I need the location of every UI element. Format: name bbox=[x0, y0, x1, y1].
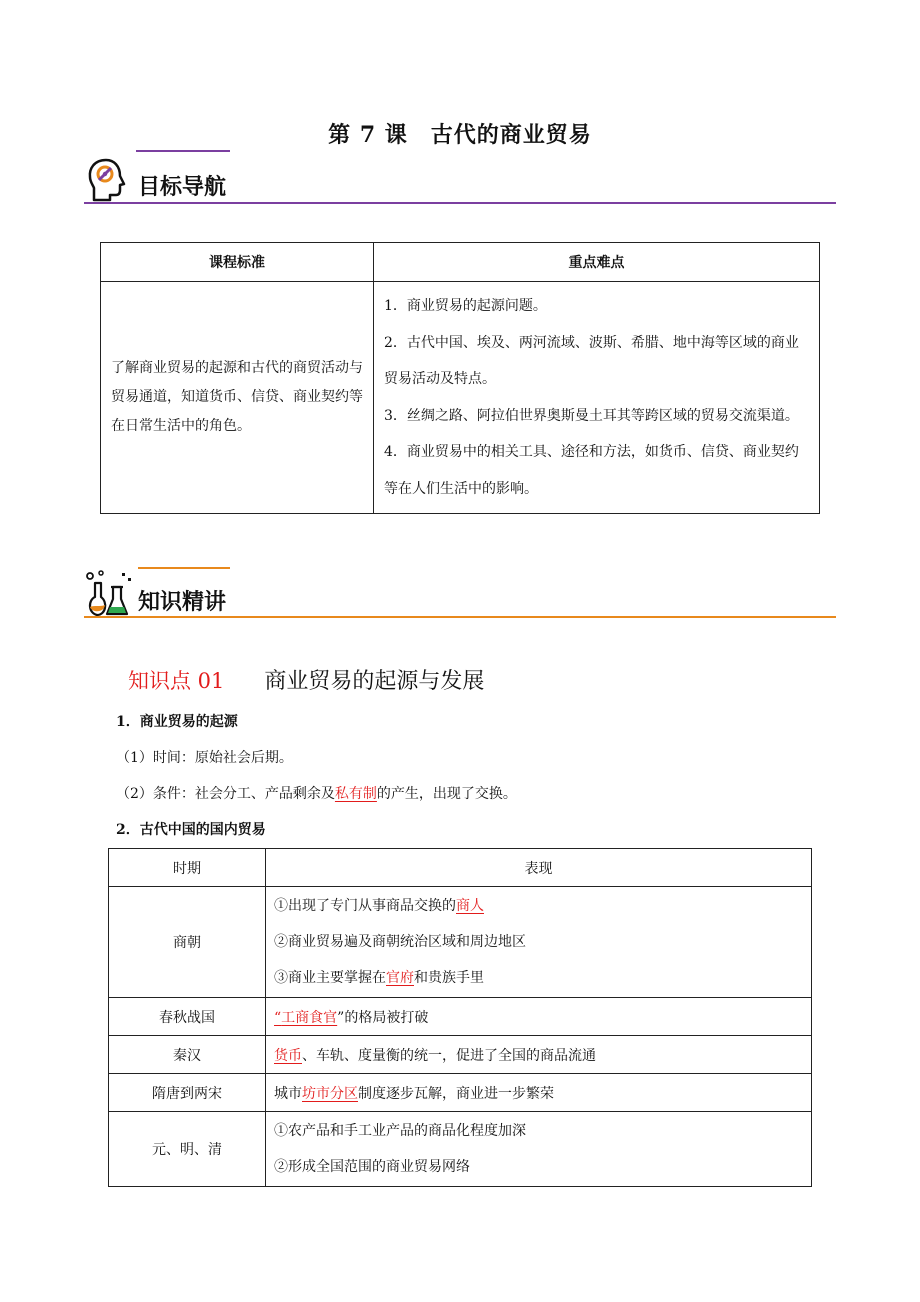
description-line: ②商业贸易遍及商朝统治区域和周边地区 bbox=[274, 934, 526, 950]
description-cell bbox=[266, 998, 812, 1036]
text-segment: 和贵族手里 bbox=[414, 970, 484, 986]
description-cell bbox=[266, 1112, 812, 1187]
table-row bbox=[109, 1112, 812, 1187]
quote-mark: “ bbox=[274, 1009, 282, 1026]
header-period: 时期 bbox=[109, 849, 266, 887]
text-segment: ”的格局被打破 bbox=[337, 1009, 429, 1026]
topic-heading: 2．古代中国的国内贸易 bbox=[116, 822, 266, 838]
description-line bbox=[274, 888, 803, 924]
keyword: 工商食官 bbox=[281, 1009, 338, 1026]
topic-line-condition bbox=[116, 784, 517, 804]
description-cell bbox=[266, 1074, 812, 1112]
period-cell: 秦汉 bbox=[109, 1036, 266, 1074]
text-segment: ①出现了专门从事商品交换的 bbox=[274, 898, 456, 914]
section-underline bbox=[84, 202, 836, 204]
section-header-goals bbox=[84, 150, 836, 210]
keyword: 坊市分区 bbox=[302, 1085, 358, 1102]
header-keypoints: 重点难点 bbox=[374, 243, 820, 282]
text-segment: 城市 bbox=[274, 1085, 302, 1102]
keypoint-item: 4．商业贸易中的相关工具、途径和方法，如货币、信贷、商业契约等在人们生活中的影响。 bbox=[384, 444, 799, 497]
table-row bbox=[101, 282, 820, 514]
page-title: 第 7 课 古代的商业贸易 bbox=[328, 122, 592, 148]
keyword: 货币 bbox=[274, 1047, 302, 1064]
standards-table bbox=[100, 242, 820, 514]
table-header-row bbox=[109, 849, 812, 887]
topic-heading: 1．商业贸易的起源 bbox=[116, 714, 238, 730]
keyword: 官府 bbox=[386, 970, 414, 986]
header-accent-line bbox=[138, 567, 230, 569]
description-line: ①农产品和手工业产品的商品化程度加深 bbox=[274, 1123, 526, 1139]
keypoint-item: 1．商业贸易的起源问题。 bbox=[384, 298, 547, 314]
section-label: 目标导航 bbox=[138, 175, 227, 200]
description-line: ②形成全国范围的商业贸易网络 bbox=[274, 1159, 470, 1175]
section-header-knowledge bbox=[84, 567, 836, 627]
header-description: 表现 bbox=[266, 849, 812, 887]
table-header-row bbox=[101, 243, 820, 282]
keypoint-item: 3．丝绸之路、阿拉伯世界奥斯曼土耳其等跨区域的贸易交流渠道。 bbox=[384, 407, 799, 424]
text-segment: 的产生，出现了交换。 bbox=[376, 786, 517, 802]
text-segment: ③商业主要掌握在 bbox=[274, 970, 386, 986]
period-cell: 元、明、清 bbox=[109, 1112, 266, 1187]
text-segment: 制度逐步瓦解，商业进一步繁荣 bbox=[358, 1085, 554, 1102]
period-cell: 春秋战国 bbox=[109, 998, 266, 1036]
table-row bbox=[109, 1036, 812, 1074]
knowledge-point-heading bbox=[128, 664, 484, 695]
section-underline bbox=[84, 616, 836, 618]
table-row bbox=[109, 1074, 812, 1112]
text-segment: 、车轨、度量衡的统一，促进了全国的商品流通 bbox=[302, 1047, 596, 1064]
period-cell: 隋唐到两宋 bbox=[109, 1074, 266, 1112]
keyword: 私有制 bbox=[334, 786, 377, 802]
head-brain-icon bbox=[86, 156, 128, 204]
header-accent-line bbox=[136, 150, 230, 152]
table-row bbox=[109, 887, 812, 998]
period-cell: 商朝 bbox=[109, 887, 266, 998]
domestic-trade-table bbox=[108, 848, 812, 1187]
keypoints-cell bbox=[374, 282, 820, 514]
description-cell bbox=[266, 887, 812, 998]
flask-icon bbox=[84, 569, 134, 619]
knowledge-point-name: 商业贸易的起源与发展 bbox=[264, 669, 485, 694]
description-line bbox=[274, 960, 803, 996]
section-label: 知识精讲 bbox=[138, 590, 227, 615]
standard-text: 了解商业贸易的起源和古代的商贸活动与贸易通道，知道货币、信贷、商业契约等在日常生活中的角色。 bbox=[101, 282, 374, 514]
topic-line-time: （1）时间：原始社会后期。 bbox=[116, 750, 293, 766]
description-cell bbox=[266, 1036, 812, 1074]
knowledge-point-number: 知识点 01 bbox=[128, 669, 225, 693]
keypoint-item: 2．古代中国、埃及、两河流域、波斯、希腊、地中海等区域的商业贸易活动及特点。 bbox=[384, 334, 799, 387]
keyword: 商人 bbox=[456, 898, 484, 914]
text-segment: （2）条件：社会分工、产品剩余及 bbox=[116, 786, 335, 802]
table-row bbox=[109, 998, 812, 1036]
header-standard: 课程标准 bbox=[101, 243, 374, 282]
